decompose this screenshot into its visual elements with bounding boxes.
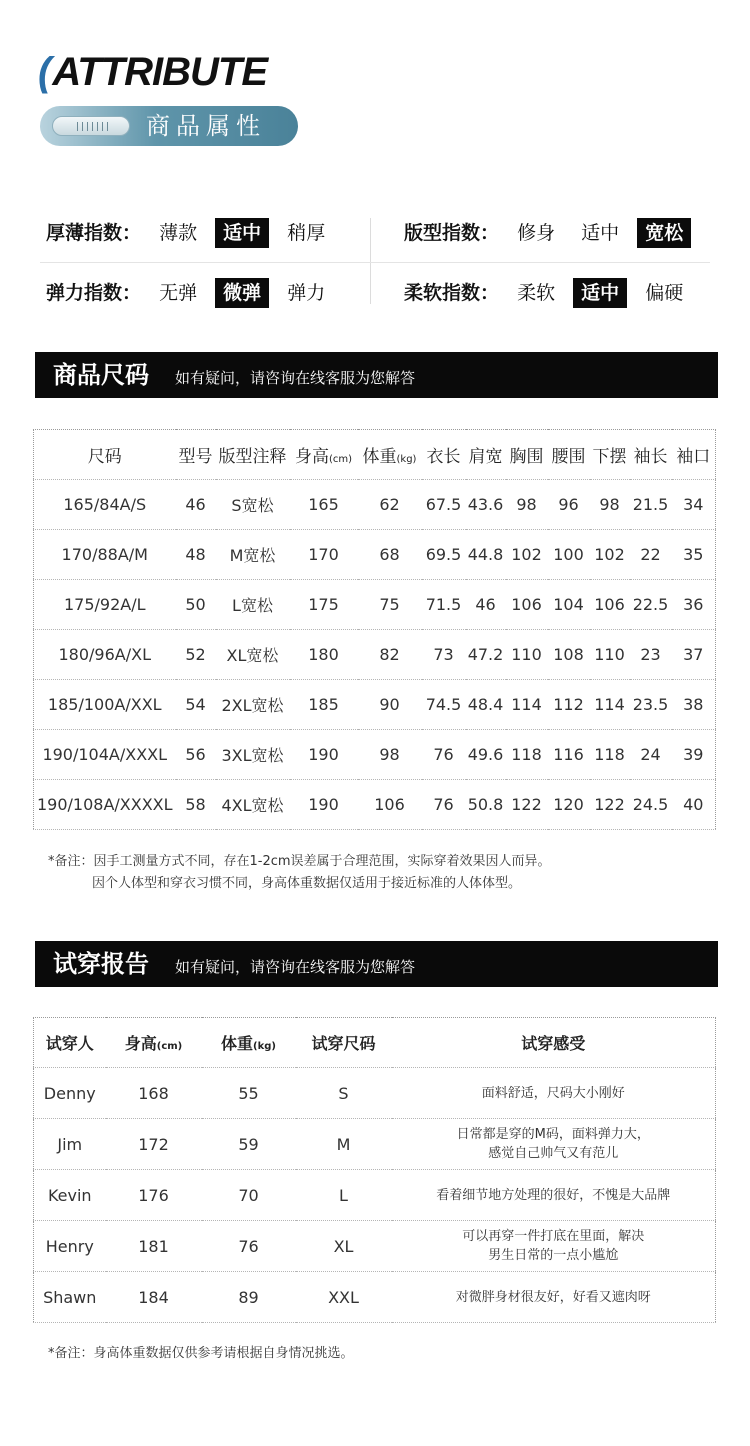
size-table-cell: 49.6 [466, 730, 506, 780]
size-table-cell: 118 [506, 730, 548, 780]
fit-table-cell: 面料舒适，尺码大小刚好 [392, 1068, 716, 1119]
fit-table-cell: 55 [202, 1068, 296, 1119]
fit-table-cell: Shawn [34, 1272, 106, 1323]
size-table-cell: 190 [290, 730, 358, 780]
fit-index [404, 218, 691, 248]
size-table-cell: M宽松 [216, 530, 290, 580]
size-header-cell: 衣长 [422, 430, 466, 480]
size-table-cell: 118 [590, 730, 630, 780]
size-table-cell: 47.2 [466, 630, 506, 680]
elastic-index [46, 278, 333, 308]
size-table-cell: 23 [630, 630, 672, 680]
fit-table-cell: Kevin [34, 1170, 106, 1221]
size-table-cell: 110 [590, 630, 630, 680]
fit-table-cell: 176 [106, 1170, 202, 1221]
fit-header-cell: 试穿人 [34, 1018, 106, 1068]
fit-table-cell: 看着细节地方处理的很好，不愧是大品牌 [392, 1170, 716, 1221]
size-table-cell: 75 [358, 580, 422, 630]
fit-section-bar [35, 941, 718, 987]
size-table-cell: 190/104A/XXXL [34, 730, 176, 780]
fit-header-cell: 试穿尺码 [296, 1018, 392, 1068]
fit-option-regular: 适中 [581, 222, 620, 244]
fit-table-cell: 168 [106, 1068, 202, 1119]
fit-table-cell: 对微胖身材很友好，好看又遮肉呀 [392, 1272, 716, 1323]
elastic-option-stretch: 弹力 [287, 282, 326, 304]
size-note-1: *备注：因手工测量方式不同，存在1-2cm误差属于合理范围，实际穿着效果因人而异。 [48, 854, 551, 869]
attribute-title: (ATTRIBUTE [38, 50, 267, 94]
fit-table-cell: 76 [202, 1221, 296, 1272]
size-note-2: 因个人体型和穿衣习惯不同，身高体重数据仅适用于接近标准的人体体型。 [92, 876, 522, 891]
fit-table-cell: Denny [34, 1068, 106, 1119]
size-table-cell: 73 [422, 630, 466, 680]
size-table-cell: 122 [590, 780, 630, 830]
softness-option-soft: 柔软 [517, 282, 556, 304]
size-table-cell: 98 [358, 730, 422, 780]
size-table-row [34, 580, 716, 630]
size-table-cell: 2XL宽松 [216, 680, 290, 730]
size-table-cell: 98 [506, 480, 548, 530]
fit-index-label: 版型指数： [404, 222, 500, 244]
fit-note: *备注：身高体重数据仅供参考请根据自身情况挑选。 [48, 1346, 354, 1361]
size-table-cell: 170/88A/M [34, 530, 176, 580]
size-table-cell: 24.5 [630, 780, 672, 830]
size-table-cell: 106 [506, 580, 548, 630]
fit-table [33, 1017, 716, 1323]
size-table-cell: 52 [176, 630, 216, 680]
size-section-subtitle: 如有疑问，请咨询在线客服为您解答 [175, 369, 416, 387]
size-section-title: 商品尺码 [53, 361, 149, 389]
size-header-cell: 下摆 [590, 430, 630, 480]
size-table-cell: 108 [548, 630, 590, 680]
elastic-option-none: 无弹 [159, 282, 198, 304]
size-header-cell: 尺码 [34, 430, 176, 480]
size-table-cell: 46 [176, 480, 216, 530]
size-table-cell: 120 [548, 780, 590, 830]
size-table-cell: 122 [506, 780, 548, 830]
size-table-cell: 175 [290, 580, 358, 630]
size-table-cell: 71.5 [422, 580, 466, 630]
size-table-cell: 96 [548, 480, 590, 530]
fit-table-cell: 可以再穿一件打底在里面，解决 男生日常的一点小尴尬 [392, 1221, 716, 1272]
thickness-option-thin: 薄款 [159, 222, 198, 244]
fit-table-cell: L [296, 1170, 392, 1221]
size-table-cell: 34 [672, 480, 716, 530]
size-table-cell: 100 [548, 530, 590, 580]
fit-header-cell: 身高(cm) [106, 1018, 202, 1068]
fit-table-cell: 184 [106, 1272, 202, 1323]
softness-index [404, 278, 691, 308]
fit-table-cell: XL [296, 1221, 392, 1272]
size-table-cell: 23.5 [630, 680, 672, 730]
size-table-cell: 39 [672, 730, 716, 780]
size-table-cell: 58 [176, 780, 216, 830]
fit-table-cell: Henry [34, 1221, 106, 1272]
size-header-cell: 腰围 [548, 430, 590, 480]
fit-table-row [34, 1272, 716, 1323]
fit-header-cell: 试穿感受 [392, 1018, 716, 1068]
size-table-cell: 35 [672, 530, 716, 580]
elastic-index-label: 弹力指数： [46, 282, 142, 304]
size-table-cell: 170 [290, 530, 358, 580]
size-table-cell: 76 [422, 780, 466, 830]
size-table-cell: 40 [672, 780, 716, 830]
size-table-cell: 46 [466, 580, 506, 630]
thickness-option-thick: 稍厚 [287, 222, 326, 244]
size-table-cell: 106 [358, 780, 422, 830]
fit-header-cell: 体重(kg) [202, 1018, 296, 1068]
size-table-row [34, 480, 716, 530]
size-table-cell: 22.5 [630, 580, 672, 630]
size-section-bar [35, 352, 718, 398]
attribute-pill [40, 106, 298, 146]
size-table-cell: 68 [358, 530, 422, 580]
fit-table-row [34, 1170, 716, 1221]
fit-table-cell: S [296, 1068, 392, 1119]
size-table-cell: 114 [590, 680, 630, 730]
size-table-cell: 38 [672, 680, 716, 730]
fit-table-row [34, 1221, 716, 1272]
size-header-cell: 袖长 [630, 430, 672, 480]
fit-table-cell: M [296, 1119, 392, 1170]
attribute-subtitle: 商品属性 [146, 112, 266, 140]
size-table-cell: 37 [672, 630, 716, 680]
elastic-option-slight: 微弹 [215, 278, 269, 308]
size-table-cell: 22 [630, 530, 672, 580]
size-header-cell: 身高(cm) [290, 430, 358, 480]
size-header-cell: 版型注释 [216, 430, 290, 480]
fit-table-cell: 59 [202, 1119, 296, 1170]
size-table-cell: 50.8 [466, 780, 506, 830]
thickness-index-label: 厚薄指数： [46, 222, 142, 244]
size-table-cell: 36 [672, 580, 716, 630]
size-header-cell: 体重(kg) [358, 430, 422, 480]
fit-table-header [34, 1018, 716, 1068]
size-table-cell: XL宽松 [216, 630, 290, 680]
fit-table-cell: 日常都是穿的M码，面料弹力大， 感觉自己帅气又有范儿 [392, 1119, 716, 1170]
softness-index-label: 柔软指数： [404, 282, 500, 304]
size-table-cell: 114 [506, 680, 548, 730]
size-table-cell: 190 [290, 780, 358, 830]
fit-section-title: 试穿报告 [53, 950, 149, 978]
size-table-cell: 54 [176, 680, 216, 730]
size-table-cell: 112 [548, 680, 590, 730]
thickness-option-medium: 适中 [215, 218, 269, 248]
size-table-cell: 3XL宽松 [216, 730, 290, 780]
size-table-cell: 106 [590, 580, 630, 630]
fit-table-cell: Jim [34, 1119, 106, 1170]
size-table-cell: 74.5 [422, 680, 466, 730]
fit-table-cell: XXL [296, 1272, 392, 1323]
size-table-cell: 98 [590, 480, 630, 530]
size-table-cell: 190/108A/XXXXL [34, 780, 176, 830]
attribute-header [38, 48, 338, 158]
fit-table-cell: 70 [202, 1170, 296, 1221]
size-table-cell: 180/96A/XL [34, 630, 176, 680]
size-table-row [34, 780, 716, 830]
fit-table-cell: 172 [106, 1119, 202, 1170]
size-table-cell: 185 [290, 680, 358, 730]
size-header-cell: 型号 [176, 430, 216, 480]
size-table-cell: L宽松 [216, 580, 290, 630]
fit-table-row [34, 1068, 716, 1119]
size-table-cell: 165/84A/S [34, 480, 176, 530]
size-table-cell: 76 [422, 730, 466, 780]
size-table-cell: 50 [176, 580, 216, 630]
size-table-cell: 21.5 [630, 480, 672, 530]
size-table-cell: 175/92A/L [34, 580, 176, 630]
size-table-cell: S宽松 [216, 480, 290, 530]
index-horizontal-divider [40, 262, 710, 263]
size-table-cell: 48.4 [466, 680, 506, 730]
size-table-cell: 165 [290, 480, 358, 530]
size-header-cell: 肩宽 [466, 430, 506, 480]
size-header-cell: 袖口 [672, 430, 716, 480]
size-table-cell: 82 [358, 630, 422, 680]
index-vertical-divider [370, 218, 371, 304]
size-table-cell: 24 [630, 730, 672, 780]
fit-table-row [34, 1119, 716, 1170]
size-table-cell: 180 [290, 630, 358, 680]
size-table-cell: 44.8 [466, 530, 506, 580]
size-table-row [34, 630, 716, 680]
size-table-cell: 102 [506, 530, 548, 580]
size-table-cell: 62 [358, 480, 422, 530]
size-table-cell: 116 [548, 730, 590, 780]
size-table-cell: 67.5 [422, 480, 466, 530]
fit-option-slim: 修身 [517, 222, 556, 244]
size-table-cell: 43.6 [466, 480, 506, 530]
size-table-cell: 104 [548, 580, 590, 630]
size-table-row [34, 680, 716, 730]
thickness-index [46, 218, 333, 248]
size-header-cell: 胸围 [506, 430, 548, 480]
softness-option-hard: 偏硬 [645, 282, 684, 304]
size-table-cell: 4XL宽松 [216, 780, 290, 830]
size-table-cell: 110 [506, 630, 548, 680]
fit-section-subtitle: 如有疑问，请咨询在线客服为您解答 [175, 958, 416, 976]
size-table-row [34, 530, 716, 580]
size-table-cell: 90 [358, 680, 422, 730]
softness-option-medium: 适中 [573, 278, 627, 308]
fit-option-loose: 宽松 [637, 218, 691, 248]
switch-icon [52, 116, 130, 136]
size-table [33, 429, 716, 830]
fit-table-cell: 181 [106, 1221, 202, 1272]
size-table-cell: 185/100A/XXL [34, 680, 176, 730]
size-table-row [34, 730, 716, 780]
size-table-cell: 69.5 [422, 530, 466, 580]
size-table-header [34, 430, 716, 480]
size-table-cell: 48 [176, 530, 216, 580]
size-table-cell: 56 [176, 730, 216, 780]
size-table-cell: 102 [590, 530, 630, 580]
fit-table-cell: 89 [202, 1272, 296, 1323]
